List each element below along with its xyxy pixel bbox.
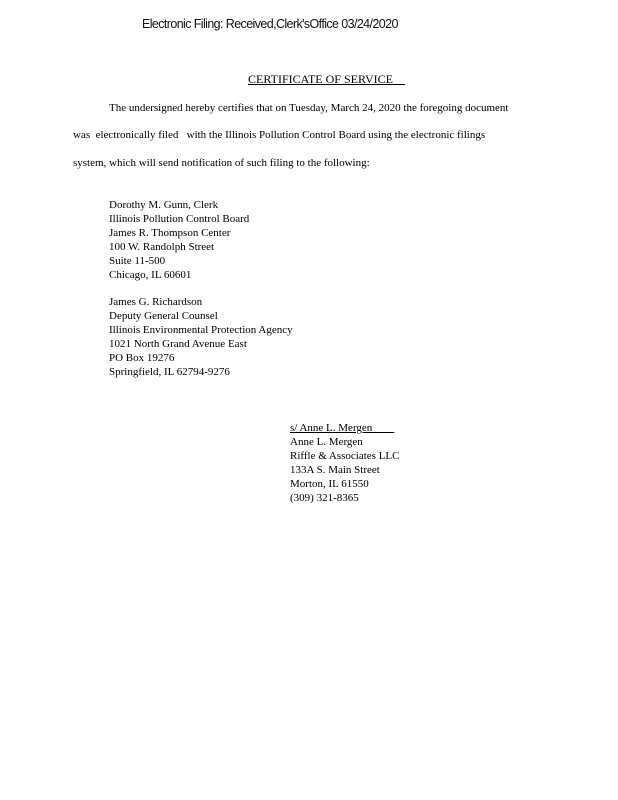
body-line-2: was electronically filed with the Illinois Pollution Control Board using the electronic filings [73, 129, 486, 141]
recipient-address-clerk [109, 198, 249, 282]
address-line: Suite 11-500 [109, 255, 166, 267]
document-title: CERTIFICATE OF SERVICE [248, 72, 405, 86]
signature-detail: Morton, IL 61550 [290, 478, 369, 490]
signature-detail: (309) 321-8365 [290, 492, 359, 504]
body-line-3: system, which will send notification of such filing to the following: [73, 157, 370, 169]
address-line: Deputy General Counsel [109, 310, 218, 322]
signature-detail: 133A S. Main Street [290, 464, 380, 476]
address-line: Dorothy M. Gunn, Clerk [109, 199, 219, 211]
address-line: PO Box 19276 [109, 352, 175, 364]
address-line: James R. Thompson Center [109, 227, 231, 239]
address-line: 100 W. Randolph Street [109, 241, 215, 253]
filing-stamp: Electronic Filing: Received,Clerk'sOffice 03/24/2020 [142, 17, 398, 31]
signature-block [290, 421, 399, 505]
address-line: Illinois Environmental Protection Agency [109, 324, 293, 336]
body-line-1: The undersigned hereby certifies that on Tuesday, March 24, 2020 the foregoing document [109, 102, 509, 114]
address-line: Springfield, IL 62794-9276 [109, 366, 230, 378]
signature-detail: Anne L. Mergen [290, 436, 363, 448]
address-line: Chicago, IL 60601 [109, 269, 192, 281]
address-line: James G. Richardson [109, 296, 203, 308]
signature-detail: Riffle & Associates LLC [290, 450, 400, 462]
recipient-address-iepa [109, 295, 293, 379]
address-line: Illinois Pollution Control Board [109, 213, 250, 225]
address-line: 1021 North Grand Avenue East [109, 338, 247, 350]
signature-line: s/ Anne L. Mergen [290, 422, 395, 434]
